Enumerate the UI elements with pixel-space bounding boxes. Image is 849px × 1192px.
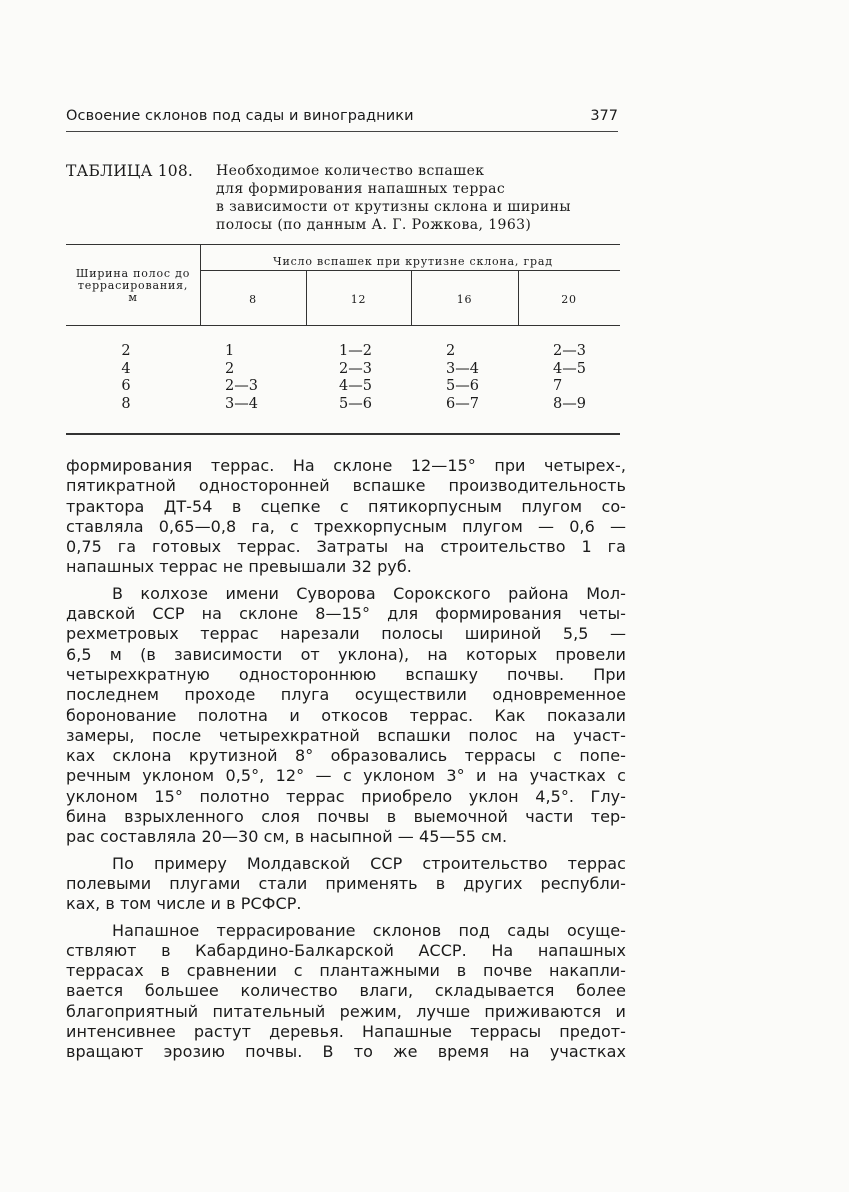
body-text [66, 456, 626, 1063]
value-column [553, 343, 586, 413]
table-cell: 4—5 [553, 360, 586, 377]
table-title [216, 162, 626, 234]
table-cell: 8—9 [553, 395, 586, 412]
page-header [66, 106, 618, 130]
text-line: бина взрыхленного слоя почвы в выемочной части тер- [66, 807, 626, 827]
table-cell: 3—4 [446, 360, 479, 377]
table-top-rule [66, 244, 620, 245]
text-line: 0,75 га готовых террас. Затраты на строительство 1 га [66, 537, 626, 557]
table-cell: 2—3 [553, 343, 586, 359]
paragraph [66, 921, 626, 1063]
data-table [66, 244, 620, 436]
span-header: Число вспашек при крутизне склона, град [273, 255, 553, 268]
text-line: вращают эрозию почвы. В то же время на участках [66, 1042, 626, 1062]
table-cell: 6—7 [446, 395, 479, 412]
table-cell: 2 [446, 343, 456, 359]
page-number: 377 [590, 108, 618, 124]
text-line: уклоном 15° полотно террас приобрело уклон 4,5°. Глу- [66, 786, 626, 806]
text-line: замеры, после четырехкратной вспашки полос на участ- [66, 725, 626, 745]
text-line: рехметровых террас нарезали полосы шириной 5,5 — [66, 624, 626, 644]
text-line: 6,5 м (в зависимости от уклона), на которых провели [66, 644, 626, 664]
stub-header-line: м [128, 291, 138, 304]
text-line: напашных террас не превышали 32 руб. [66, 557, 412, 577]
stub-header-line: террасирования, [77, 279, 189, 292]
column-header: 12 [350, 293, 367, 306]
text-line: В колхозе имени Суворова Сорокского района Мол- [112, 583, 626, 603]
caption-line: Необходимое количество вспашек [216, 163, 485, 179]
table-cell: 5—6 [446, 378, 479, 394]
text-line: рас составляла 20—30 см, в насыпной — 45—55 см. [66, 827, 508, 847]
table-cell: 2 [225, 360, 235, 377]
paragraph [66, 584, 626, 848]
stub-header-line: Ширина полос до [75, 267, 191, 280]
caption-line: полосы (по данным А. Г. Рожкова, 1963) [216, 217, 532, 233]
table-cell: 2—3 [339, 360, 372, 377]
table-cell: 6 [121, 378, 131, 394]
stub-header [66, 268, 200, 304]
text-line: ствляют в Кабардино-Балкарской АССР. На напашных [66, 940, 626, 960]
column-header: 8 [249, 293, 257, 306]
text-line: четырехкратную одностороннюю вспашку почвы. При [66, 664, 626, 684]
text-line: ставляла 0,65—0,8 га, с трехкорпусным плугом — 0,6 — [66, 516, 626, 536]
table-label: ТАБЛИЦА 108. [66, 162, 194, 180]
text-line: вается большее количество влаги, складывается более [66, 981, 626, 1001]
table-bottom-rule [66, 433, 620, 435]
text-line: интенсивнее растут деревья. Напашные террасы предот- [66, 1022, 626, 1042]
text-line: пятикратной односторонней вспашке производительность [66, 476, 626, 496]
text-line: давской ССР на склоне 8—15° для формирования четы- [66, 604, 626, 624]
text-line: террасах в сравнении с плантажными в почве накапли- [66, 961, 626, 981]
text-line: ках склона крутизной 8° образовались террасы с попе- [66, 746, 626, 766]
paragraph [66, 456, 626, 578]
text-line: По примеру Молдавской ССР строительство террас [112, 853, 626, 873]
table-cell: 1—2 [339, 343, 372, 359]
text-line: трактора ДТ-54 в сцепке с пятикорпусным плугом со- [66, 496, 626, 516]
table-cell: 4—5 [339, 378, 372, 394]
column-header: 20 [561, 293, 577, 306]
value-column [339, 343, 372, 413]
value-column [446, 343, 479, 413]
table-cell: 3—4 [225, 395, 258, 412]
paragraph [66, 854, 626, 915]
table-cell: 8 [121, 395, 131, 412]
table-cell: 7 [553, 378, 563, 394]
text-line: благоприятный питательный режим, лучше приживаются и [66, 1001, 626, 1021]
table-cell: 1 [225, 343, 235, 359]
text-line: речным уклоном 0,5°, 12° — с уклоном 3° и на участках с [66, 766, 626, 786]
table-cell: 2—3 [225, 378, 258, 394]
span-header-rule [200, 270, 620, 271]
text-line: Напашное террасирование склонов под сады осуще- [112, 920, 626, 940]
caption-line: для формирования напашных террас [216, 181, 506, 197]
table-cell: 5—6 [339, 395, 372, 412]
running-title: Освоение склонов под сады и виноградники [66, 108, 414, 124]
header-bottom-rule [66, 325, 620, 326]
text-line: последнем проходе плуга осуществили одновременное [66, 685, 626, 705]
stub-divider [200, 244, 201, 325]
table-cell: 4 [121, 360, 131, 377]
caption-line: в зависимости от крутизны склона и ширины [216, 199, 571, 215]
text-line: полевыми плугами стали применять в других республи- [66, 873, 626, 893]
text-line: ках, в том числе и в РСФСР. [66, 894, 302, 914]
stub-column [66, 343, 186, 413]
text-line: боронование полотна и откосов террас. Как показали [66, 705, 626, 725]
header-rule [66, 131, 618, 132]
table-cell: 2 [121, 343, 131, 359]
column-header: 16 [456, 293, 473, 306]
value-column [225, 343, 258, 413]
text-line: формирования террас. На склоне 12—15° при четырех-, [66, 456, 626, 475]
